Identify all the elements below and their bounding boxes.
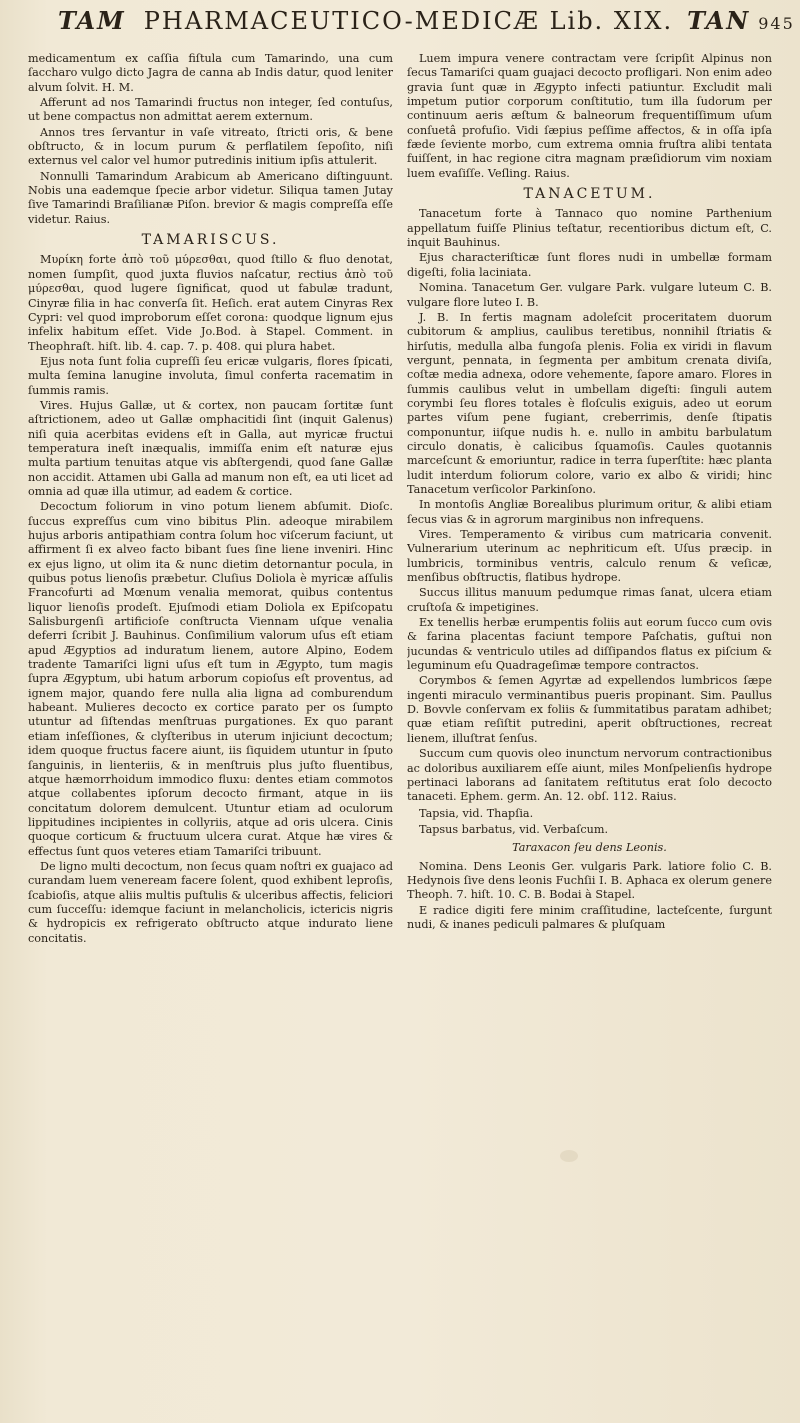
paragraph: Corymbos & ſemen Agyrtæ ad expellendos lumbricos ſæpe ingenti miraculo verminantibus pueris propinant. Sim. Paullus D. Bovvle conſervam ex foliis & ſummitatibus paratam adhibet; quæ etiam reſiſtit putredini, aperit obſtructiones, recreat lienem, illuſtrat ſenſus. [407,674,772,745]
right-column [407,52,772,1397]
paragraph: Ex tenellis herbæ erumpentis foliis aut eorum ſucco cum ovis & farina placentas faciunt tempore Paſchatis, guſtui non jucundas & ventriculo utiles ad diſſipandos flatus ex piſcium & leguminum eſu Quadrageſimæ tempore contractos. [407,616,772,673]
paragraph: E radice digiti fere minim craſſitudine, lacteſcente, ſurgunt nudi, & inanes pediculi palmares & pluſquam [407,903,772,931]
paragraph: Nomina. Tanacetum Ger. vulgare Park. vulgare luteum C. B. vulgare flore luteo I. B. [407,281,772,309]
entry-title: Taraxacon ſeu dens Leonis. [512,841,667,855]
paragraph: Ejus nota ſunt folia cupreſſi ſeu ericæ vulgaris, flores ſpicati, multa ſemina lanugine involuta, ſimul conferta racematim in ſummis ramis. [28,354,393,397]
paragraph: J. B. In fertis magnam adoleſcit proceritatem duorum cubitorum & amplius, caulibus teretibus, nonnihil ſtriatis & hirſutis, medulla alba fungoſa plenis. Folia ex viridi in flavum vergunt, pennata, in ſegmenta per ambitum crenata diviſa, coſtæ media adnexa, odore vehemente, ſapore amaro. Flores in ſummis caulibus velut in umbellam digeſti: ſinguli autem corymbi ſeu flores totales è floſculis exiguis, adeo ut eorum partes viſum pene fugiant, creberrimis, denſe ſtipatis componuntur, iiſque nudis h. e. nullo in ambitu barbulatum circulo donatis, è calicibus ſquamoſis. Caules quotannis marceſcunt & emoriuntur, radice in terra ſuperſtite: hæc planta ludit interdum foliorum colore, vario ex albo & viridi; hinc Tanacetum verſicolor Parkinſono. [407,310,772,496]
paragraph: In montoſis Angliæ Borealibus plurimum oritur, & alibi etiam ſecus vias & in agrorum marginibus non infrequens. [407,498,772,526]
paragraph: De ligno multi decoctum, non ſecus quam noſtri ex guajaco ad curandam luem veneream facere ſolent, quod exhibent leproſis, ſcabioſis, atque aliis multis puſtulis & ulceribus affectis, feliciori cum ſucceſſu: idemque faciunt in melancholicis, ictericis nigris & hydropicis ex refrigerato obſtructo atque indurato liene concitatis. [28,859,393,945]
paragraph: Vires. Temperamento & viribus cum matricaria convenit. Vulnerarium uterinum ac nephriticum eſt. Uſus præcip. in lumbricis, torminibus ventris, calculo renum & veſicæ, menſibus obſtructis, flatibus hydrope. [407,528,772,585]
running-head [58,6,795,50]
text-columns [28,52,772,1397]
cross-reference: Tapsia, vid. Thapſia. [419,806,534,820]
paragraph: Annos tres ſervantur in vaſe vitreato, ſtricti oris, & bene obſtructo, & in locum purum & perflatilem ſepoſito, niſi externus vel calor vel humor putredinis initium ipſis attulerit. [28,125,393,168]
header-title: PHARMACEUTICO-MEDICÆ Lib. XIX. [143,7,674,35]
section-heading: TANACETUM. [523,186,656,203]
paragraph: Succum cum quovis oleo inunctum nervorum contractionibus ac doloribus auxiliarem eſſe aiunt, miles Monſpelienſis hydrope pertinaci laborans ad ſanitatem reſtitutus erat ſolo decocto tanaceti. Ephem. germ. An. 12. obſ. 112. Raius. [407,747,772,804]
paragraph: Nonnulli Tamarindum Arabicum ab Americano diſtinguunt. Nobis una eademque ſpecie arbor videtur. Siliqua tamen Jutay ſive Tamarindi Braſilianæ Piſon. brevior & magis compreſſa eſſe videtur. Raius. [28,169,393,226]
section-heading: TAMARISCUS. [141,232,280,249]
paragraph: Μυρίκη forte ἀπὸ τοῦ μύρεσθαι, quod ſtillo & fluo denotat, nomen ſumpſit, quod juxta fluvios naſcatur, rectius ἀπὸ τοῦ μύρεσθαι, quod lugere ſignificat, quod ut fabulæ tradunt, Cinyræ filia in hac converſa ſit. Heſich. erat autem Cinyras Rex Cypri: vel quod improborum eſſet corona: quodque lignum ejus infelix habitum eſſet. Vide Jo.Bod. à Stapel. Comment. in Theophraſt. hiſt. lib. 4. cap. 7. p. 408. qui plura habet. [28,253,393,353]
paragraph: Decoctum foliorum in vino potum lienem abſumit. Dioſc. ſuccus expreſſus cum vino bibitus Plin. adeoque mirabilem hujus arboris antipathiam contra ſolum hoc viſcerum faciunt, ut affirment ſi ex alveo facto bibant ſues ſine liene inveniri. Hinc ex ejus ligno, ut olim ita & nunc dietim detornantur pocula, in quibus potus lienoſis præbetur. Cluſius Doliola è myricæ aſſulis Francofurti ad Mœnum venalia memorat, quibus contentus liquor lienoſis prodeſt. Ejuſmodi etiam Doliola ex Epiſcopatu Salisburgenſi artificioſe conſtructa Viennam uſque venalia deferri ſcribit J. Bauhinus. Conſimilium valorum uſus eſt etiam apud Ægyptios ad induratum lienem, autore Alpino, Eodem tradente Tamariſci ligni uſus eſt tum in Ægypto, tum magis ſupra Ægyptum, ubi hatum arborum copioſus eſt proventus, ad ignem major, quando fere nulla alia ligna ad comburendum habeant. Mulieres decocto ex cortice parato per os ſumpto utuntur ad ſiſtendas menſtruas purgationes. Ex quo parant etiam inſeſſiones, & clyſteribus in uterum injiciunt decoctum; idem quoque fructus facere aiunt, iis ſiquidem utuntur in ſputo ſanguinis, in lienteriis, & in menſtruis plus juſto fluentibus, atque hæmorrhoidum immodico fluxu: dentes etiam commotos atque collabentes ipſorum decocto firmant, atque in iis concitatum dolorem demulcent. Utuntur etiam ad oculorum lippitudines incipientes in collyriis, atque ad oris ulcera. Cinis quoque corticum & fructuum ulcera curat. Atque hæ vires & effectus ſunt quos veteres etiam Tamariſci tribuunt. [28,500,393,858]
page-number: 945 [758,14,795,33]
paragraph: Afferunt ad nos Tamarindi fructus non integer, ſed contuſus, ut bene compactus non admittat aerem externum. [28,96,393,124]
paragraph: medicamentum ex caſſia fiſtula cum Tamarindo, una cum ſaccharo vulgo dicto Jagra de canna ab Indis datur, quod leniter alvum ſolvit. H. M. [28,52,393,94]
paper-stain [560,1150,578,1162]
paper-stain [250,690,272,704]
paragraph: Tanacetum forte à Tannaco quo nomine Parthenium appellatum fuiſſe Plinius teſtatur, recentioribus dictum eſt, C. inquit Bauhinus. [407,207,772,250]
paragraph: Vires. Hujus Gallæ, ut & cortex, non paucam ſortitæ ſunt aſtrictionem, adeo ut Gallæ omphacitidi ſint (inquit Galenus) niſi quia acerbitas evidens eſt in Galla, aut myricæ fructui temperatura ineſt inæqualis, immiſſa enim eſt naturæ ejus multa partium tenuitas atque vis abſtergendi, quod ſane Gallæ non accidit. Attamen ubi Galla ad manum non eſt, ea uti licet ad omnia ad quæ illa utimur, ad eadem & cortice. [28,398,393,498]
paragraph: Luem impura venere contractam vere ſcripſit Alpinus non ſecus Tamariſci quam guajaci decocto profligari. Non enim adeo gravia ſunt quæ in Ægypto infecti patiuntur. Excludit mali impetum putior corporum conſtitutio, tum illa ſudorum per continuum aeris æſtum & balneorum frequentiſſimum uſum conſuetâ profuſio. Vidi ſæpius peſſime affectos, & in oſſa ipſa fæde ſeviente morbo, cum extrema omnia fruſtra alibi tentata fuiſſent, in hac regione citra magnam præſidiorum vim noxiam luem evaſiſſe. Veſling. Raius. [407,52,772,180]
left-column [28,52,393,1397]
cross-reference: Tapsus barbatus, vid. Verbaſcum. [419,822,609,836]
paragraph: Succus illitus manuum pedumque rimas ſanat, ulcera etiam cruſtoſa & impetigines. [407,586,772,614]
header-right: TAN [687,6,751,35]
header-left: TAM [58,6,126,35]
paragraph: Ejus characteriſticæ ſunt flores nudi in umbellæ formam digeſti, folia laciniata. [407,251,772,279]
paragraph: Nomina. Dens Leonis Ger. vulgaris Park. latiore folio C. B. Hedynois ſive dens leonis Fuchſii I. B. Aphaca ex olerum genere Theoph. 7. hiſt. 10. C. B. Bodai à Stapel. [407,859,772,902]
